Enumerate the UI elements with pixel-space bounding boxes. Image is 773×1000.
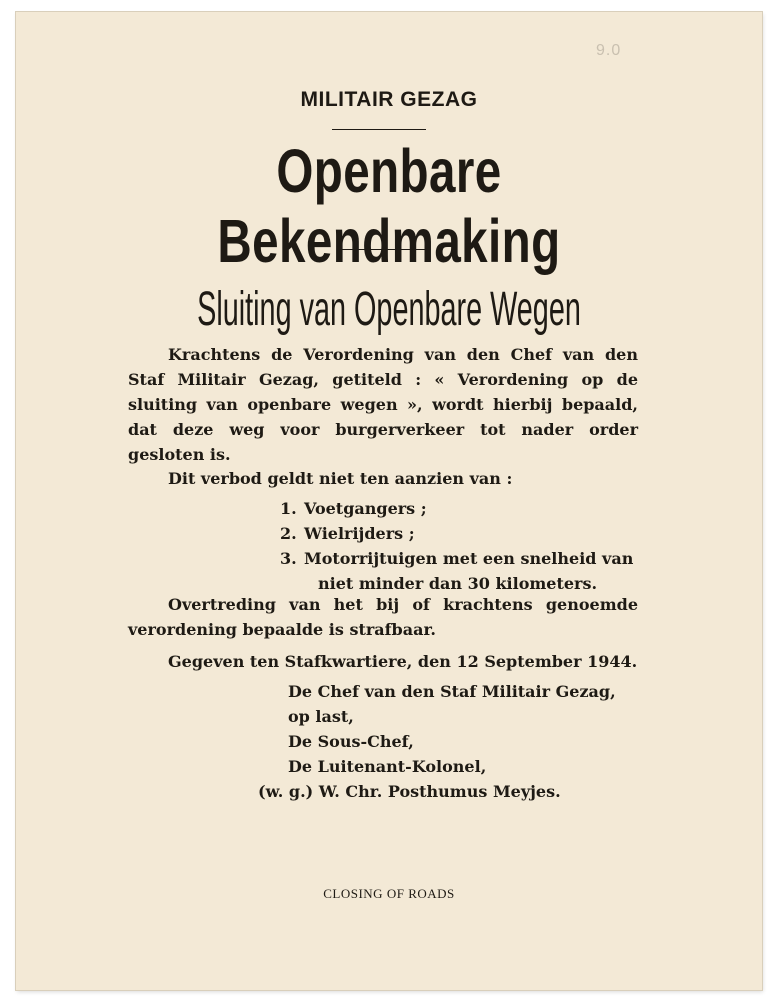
signature-line: op last, — [288, 707, 354, 726]
signature-line: De Chef van den Staf Militair Gezag, — [288, 682, 616, 701]
notice-subtitle: Sluiting van Openbare Wegen — [197, 283, 581, 336]
divider-bottom — [338, 249, 428, 250]
list-item — [280, 521, 640, 546]
list-item-text: Motorrijtuigen met een snelheid van — [304, 549, 634, 568]
notice-title: Openbare Bekendmaking — [217, 137, 561, 276]
issuing-authority: MILITAIR GEZAG — [300, 88, 478, 111]
signature-block — [258, 679, 648, 804]
exceptions-list — [280, 496, 640, 596]
list-item-text: Voetgangers ; — [304, 499, 427, 518]
list-item-number: 2. — [280, 524, 297, 543]
pencil-mark: 9.0 — [596, 42, 622, 59]
list-item-text: Wielrijders ; — [304, 524, 415, 543]
list-item-continuation: niet minder dan 30 kilometers. — [318, 574, 598, 593]
signature-name: (w. g.) W. Chr. Posthumus Meyjes. — [258, 782, 561, 801]
paragraph-exceptions-intro: Dit verbod geldt niet ten aanzien van : — [168, 469, 513, 488]
footer-caption: CLOSING OF ROADS — [323, 886, 455, 901]
signature-line: De Luitenant-Kolonel, — [288, 757, 487, 776]
divider-top — [332, 129, 426, 130]
list-item — [280, 496, 640, 521]
list-item-number: 1. — [280, 499, 297, 518]
list-item — [280, 546, 640, 571]
notice-sheet — [16, 12, 762, 990]
paragraph-ordinance: Krachtens de Verordening van den Chef van den Staf Militair Gezag, getiteld : « Verordening op de sluiting van openbare wegen », wordt hierbij bepaald, dat deze weg voor burgerverkeer tot nader order gesloten is. — [128, 345, 638, 464]
paragraph-penalty: Overtreding van het bij of krachtens genoemde verordening bepaalde is strafbaar. — [128, 595, 638, 639]
signature-line: De Sous-Chef, — [288, 732, 414, 751]
list-item-number: 3. — [280, 549, 297, 568]
dateline: Gegeven ten Stafkwartiere, den 12 September 1944. — [168, 652, 638, 671]
